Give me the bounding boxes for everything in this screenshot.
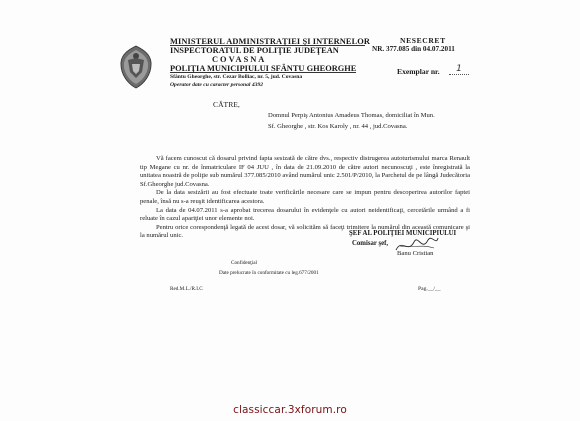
ministry-name: MINISTERUL ADMINISTRAŢIEI ŞI INTERNELOR [170, 37, 371, 46]
recipient-address [268, 110, 568, 132]
recipient-line-1: Domnul Perpiş Antonius Amadeus Thomas, domiciliat în Mun. [268, 112, 435, 119]
header-rule [170, 72, 356, 73]
police-unit-name: POLIŢIA MUNICIPIULUI SFÂNTU GHEORGHE [170, 64, 357, 73]
romanian-coat-of-arms-icon [118, 44, 154, 90]
signature-rank: Comisar şef, [352, 240, 389, 247]
site-watermark: classiccar.3xforum.ro [233, 404, 347, 416]
inspectorate-name: INSPECTORATUL DE POLIŢIE JUDEŢEAN [170, 46, 339, 55]
unit-address: Sfântu Gheorghe, str. Cezar Bolliac, nr. 5, jud. Covasna [170, 74, 303, 80]
body-paragraph-1: Vă facem cunoscut că dosarul privind fapta sesizată de către dvs., respectiv distrugerea autoturismului marca Renault tip Megane cu nr. de înmatriculare IF 04 JUU , în data de 21.09.2010 de către autori necunoscuţi , este înregistrată la unitatea noastră de poliţie sub numărul 377.085/2010 având numărul unic 2.501/P/2010, la Parchetul de pe lângă Judecătoria Sf.Gheorghe jud.Covasna. [140, 155, 470, 188]
copy-number-label: Exemplar nr. [397, 67, 440, 76]
body-paragraph-3: La data de 04.07.2011 s-a aprobat trecerea dosarului în evidenţele cu autori neidentificaţi, cercetările urmând a fi reluate în cazul apariţiei unor elemente noi. [140, 206, 470, 223]
data-processing-note: Date prelucrate în conformitate cu leg.677/2001 [219, 270, 319, 276]
registration-number: NR. 377.085 din 04.07.2011 [372, 45, 455, 53]
classification-label: NESECRET [400, 36, 446, 45]
copy-number-value: 1 [449, 64, 469, 75]
signature-title: ŞEF AL POLIŢIEI MUNICIPIULUI [349, 230, 457, 237]
recipient-salutation: CĂTRE, [213, 100, 240, 109]
confidential-note: Confidenţial [231, 260, 257, 266]
signature-name: Banu Cristian [397, 250, 434, 257]
body-paragraph-4: Pentru orice corespondenţă legată de acest dosar, vă solicităm să faceţi trimitere la numărul din această comunicare şi la numărul unic. [140, 223, 470, 240]
page-number: Pag.__/__ [418, 286, 441, 292]
drafted-by: Red.M.L./R.I.C [170, 286, 203, 292]
body-paragraph-2: De la data sesizării au fost efectuate toate verificările necesare care se impun pentru descoperirea autorilor faptei penale, însă nu s-a reuşit identificarea acestora. [140, 189, 470, 205]
county-name: COVASNA [212, 55, 267, 64]
operator-data: Operator date cu caracter personal 4392 [170, 82, 264, 88]
recipient-line-2: Sf. Gheorghe , str. Kos Karoly , nr. 44 , jud.Covasna. [268, 123, 408, 130]
